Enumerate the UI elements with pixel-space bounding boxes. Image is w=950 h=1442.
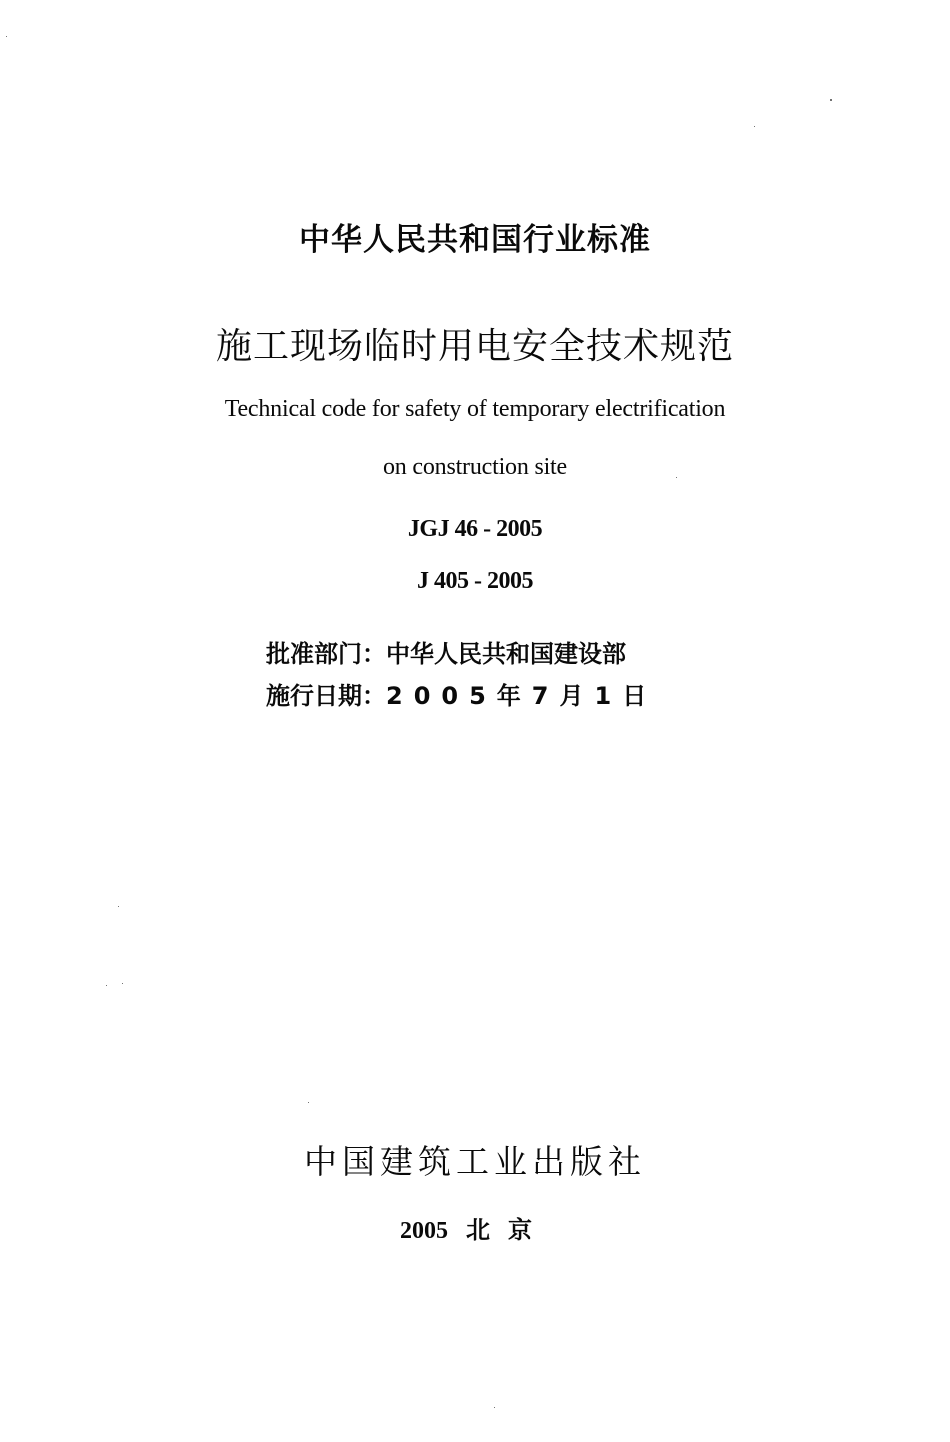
title-chinese: 施工现场临时用电安全技术规范	[215, 326, 734, 367]
record-code: J 405 - 2005	[417, 568, 533, 594]
scan-speck	[308, 1102, 309, 1103]
standard-code: JGJ 46 - 2005	[407, 516, 543, 542]
publication-city: 北京	[466, 1216, 550, 1244]
title-english-line-1: Technical code for safety of temporary electrification	[224, 396, 726, 422]
effective-date	[266, 676, 657, 711]
approval-authority	[266, 634, 626, 669]
title-english-line-2: on construction site	[383, 454, 567, 480]
effective-label: 施行日期：	[266, 682, 386, 710]
scan-speck	[676, 477, 677, 478]
scan-speck	[6, 36, 7, 37]
scan-speck	[754, 126, 755, 127]
publication-imprint	[0, 1210, 950, 1245]
publisher-name: 中国建筑工业出版社	[304, 1142, 646, 1181]
scan-speck	[106, 985, 107, 986]
publication-year: 2005	[400, 1218, 448, 1244]
scan-speck	[118, 906, 119, 907]
scan-speck	[830, 99, 832, 101]
standard-category: 中华人民共和国行业标准	[299, 222, 651, 258]
approval-value: 中华人民共和国建设部	[386, 640, 626, 668]
approval-label: 批准部门：	[266, 640, 386, 668]
scan-speck	[494, 1407, 495, 1408]
scan-speck	[122, 983, 123, 984]
effective-value: 2005年7月1日	[386, 682, 658, 710]
